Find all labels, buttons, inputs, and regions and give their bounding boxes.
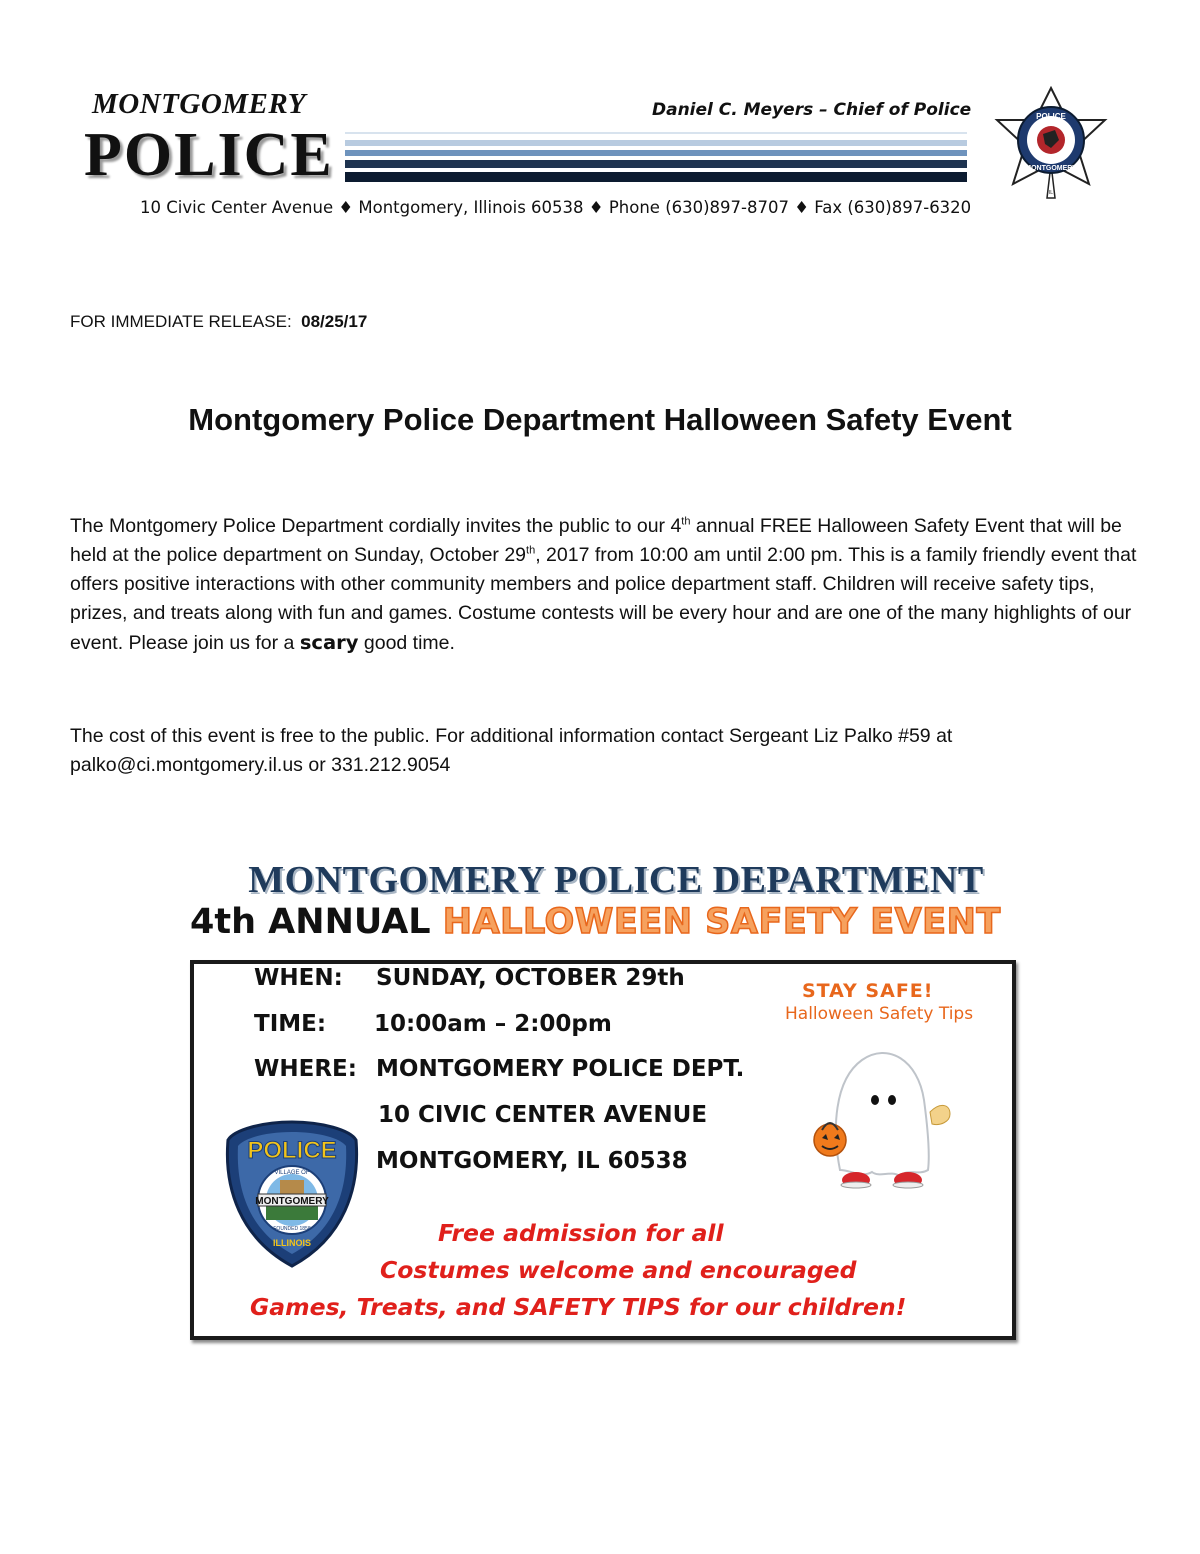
body-paragraph-2: The cost of this event is free to the public. For additional information contact Sergeant Liz Palko #59 at palko@ci.montgomery.il.us or 331.212.9054 [70,725,953,776]
p1-text-a: The Montgomery Police Department cordially invites the public to our 4 [70,515,682,537]
p1-scary-word: scary [299,631,359,654]
police-star-badge-icon [985,86,1117,206]
letterhead-address: 10 Civic Center Avenue ♦ Montgomery, Illinois 60538 ♦ Phone (630)897-8707 ♦ Fax (630)897-6320 [140,198,972,217]
where-line-3: MONTGOMERY, IL 60538 [376,1148,688,1174]
release-line [70,312,367,332]
stay-safe-subheading: Halloween Safety Tips [785,1004,974,1024]
badge-top-text: POLICE [1036,112,1066,121]
page-title: Montgomery Police Department Halloween Safety Event [188,402,1012,437]
p1-text-c: , 2017 from 10:00 am until 2:00 pm. This is a family friendly event that offers positive interactions with other community members and police department staff. Children will receive safety tips, prizes, and treats along with fun and games. Costume contests will be every hour and are one of the many highlights of our event. Please join us for a [70,544,1137,654]
stay-safe-heading: STAY SAFE! [802,980,934,1002]
police-patch-icon [222,1118,362,1270]
flyer-red-line-1: Free admission for all [438,1219,724,1247]
flyer-subtitle-dark: 4th ANNUAL [190,902,443,942]
flyer-red-line-2: Costumes welcome and encouraged [380,1256,857,1284]
when-label: WHEN: [254,965,343,991]
p1-text-b: annual FREE Halloween Safety Event that will be held at the police department on Sunday, October 29 [70,515,1122,566]
letterhead-stripes [345,132,967,184]
patch-top-text: POLICE [247,1137,337,1164]
letterhead-city: MONTGOMERY [92,88,306,120]
flyer-subtitle-orange: HALLOWEEN SAFETY EVENT [442,902,1001,942]
badge-state-text: IL [1048,190,1054,196]
chief-of-police: Daniel C. Meyers – Chief of Police [652,100,972,120]
patch-founded-text: FOUNDED 1858 [273,1226,311,1232]
where-label: WHERE: [254,1056,357,1082]
flyer-red-line-3: Games, Treats, and SAFETY TIPS for our children! [250,1293,907,1321]
p1-sup-b: th [526,544,536,557]
p1-text-d: good time. [358,632,455,654]
patch-state-text: ILLINOIS [273,1238,311,1248]
p1-sup-a: th [681,515,691,528]
patch-village-text: VILLAGE OF [274,1170,310,1176]
time-label: TIME: [254,1011,327,1037]
flyer-subtitle [190,902,1001,942]
ghost-icon [800,1030,960,1195]
when-value: SUNDAY, OCTOBER 29th [376,965,685,991]
body-paragraph-1 [70,512,1140,658]
badge-bottom-text: MONTGOMERY [1025,165,1077,172]
letterhead-agency: POLICE [84,121,334,189]
where-line-1: MONTGOMERY POLICE DEPT. [376,1056,745,1082]
time-value: 10:00am – 2:00pm [374,1011,612,1037]
patch-name-text: MONTGOMERY [255,1196,329,1207]
flyer-title: MONTGOMERY POLICE DEPARTMENT [248,859,984,901]
release-date: 08/25/17 [301,312,368,331]
release-label: FOR IMMEDIATE RELEASE: [70,312,292,331]
where-line-2: 10 CIVIC CENTER AVENUE [378,1102,708,1128]
